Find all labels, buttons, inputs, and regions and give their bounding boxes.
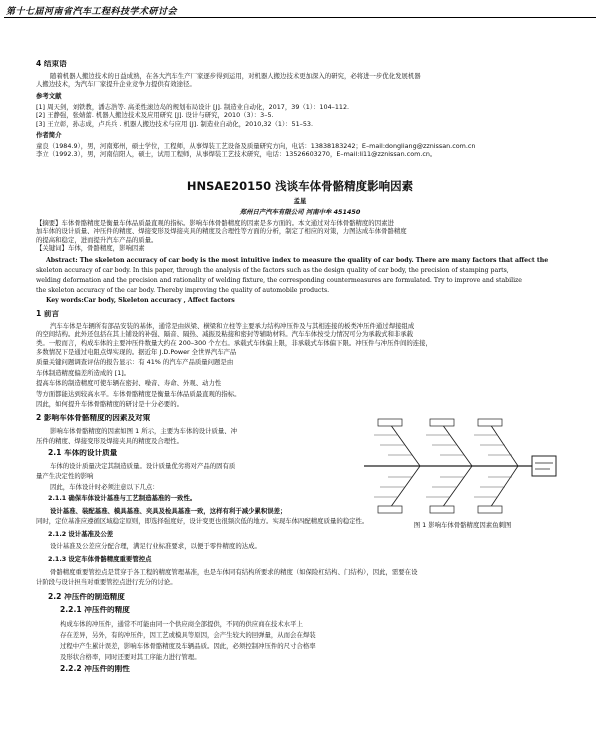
keywords-en: Key words:Car body, Skeleton accuracy , Affect factors bbox=[46, 297, 235, 304]
sec21-body bbox=[36, 461, 356, 492]
paper-author: 孟星 bbox=[293, 197, 307, 205]
fishbone-category-box bbox=[430, 506, 454, 513]
conclusion-line: 人搬边技术，为汽车厂家提升企业竞争力提供有效途径。 bbox=[36, 80, 196, 89]
intro-heading: 1 前言 bbox=[36, 310, 60, 318]
intro-line: 的空间结构。此外还包括在其上铺设的补强、隔音、隔热、减振及粘接和密封等辅助材料。汽车车体按受力情况可分为承载式和非承载 bbox=[36, 330, 414, 339]
header-rule bbox=[4, 17, 596, 18]
fishbone-diagram bbox=[360, 418, 560, 514]
intro-line: 提高车体的制造精度可使车辆在密封、噪音、寿命、外观、动力性 bbox=[36, 379, 222, 388]
conclusion-line: 随着机器人搬边技术的日益成熟，在各大汽车生产厂家逐步得到运用，对机器人搬边技术更加深入的研究，必将进一步优化发展机器 bbox=[50, 72, 421, 80]
author-bio: 李立（1992.3），男，河南信阳人，硕士，试用工程师，从事焊装工艺技术研究，电话：13526603270，E–mail:li11@zznissan.com.cn。 bbox=[36, 150, 437, 159]
fishbone-category-box bbox=[478, 506, 502, 513]
conclusion-body bbox=[36, 72, 576, 89]
sec221-body bbox=[60, 619, 560, 663]
sec213-line: 骨骼精度重要管控点是贯穿于各工程的精度管理基准，也是车体同有结构所要求的精度（如保险杠结构、门结构），因此，需要在设 bbox=[50, 568, 418, 576]
intro-line: 车体制造精度偏差所造成的 [1]。 bbox=[36, 368, 131, 377]
intro-line: 类。一般而言，构成车体的主要冲压件数量大约在 200–300 个左右。承载式车体偏上限，非承载式车体偏下限。冲压件与冲压件间的连接， bbox=[36, 338, 432, 347]
authors-heading: 作者简介 bbox=[36, 131, 62, 139]
sec212-heading: 2.1.2 设计基准及公差 bbox=[48, 530, 114, 538]
fishbone-category-box bbox=[378, 419, 402, 426]
intro-line: 因此，如何提升车体骨骼精度的研讨是十分必要的。 bbox=[36, 400, 183, 409]
figure-caption: 图 1 影响车体骨骼精度因素鱼刺图 bbox=[413, 521, 512, 529]
abstract-en-line: the skeleton accuracy of the car body. Thereby improving the quality of automobile products. bbox=[36, 287, 330, 294]
abstract-en-line: Abstract: The skeleton accuracy of car body is the most intuitive index to measure the quality of car body. There are many factors that affect the bbox=[46, 257, 549, 264]
sec21-heading: 2.1 车体的设计质量 bbox=[48, 449, 118, 457]
sec213-line: 计阶段与设计担当对重要管控点进行充分的讨论。 bbox=[36, 578, 177, 587]
refs-heading: 参考文献 bbox=[36, 92, 62, 100]
authors-body bbox=[36, 142, 576, 159]
sec2-heading: 2 影响车体骨骼精度的因素及对策 bbox=[36, 414, 151, 422]
ref-item: [3] 王立彰，孙志成，卢兵兵 . 机器人搬边技术与应用 [J]. 制造业自动化，2010,32（1）：51–53. bbox=[36, 119, 314, 128]
sec21-line: 因此，车体设计时必须注意以下几点： bbox=[50, 482, 159, 491]
sec212-body bbox=[36, 542, 576, 550]
sec221-line: 过程中产生累计误差，影响车体骨骼精度及车辆品质。因此，必须控制冲压件的尺寸合格率 bbox=[60, 642, 316, 650]
sec213-body bbox=[36, 567, 576, 588]
author-bio: 童良（1984.9），男，河南郑州，硕士学位，工程师，从事焊装工艺设备及质量研究方向，电话：13838183242；E–mail:dongliang@zznissan.com.cn bbox=[36, 142, 476, 150]
fishbone-category-box bbox=[378, 506, 402, 513]
intro-full-lines bbox=[36, 322, 576, 347]
ref-item: [2] 王静强，张婧蕾. 机器人搬边技术及应用研究 [J]. 设计与研究，2010（3）：3–5. bbox=[36, 111, 274, 120]
intro-line: 等方面都能达到较高水平。车体骨骼精度是衡量车体品质最直观的指标。 bbox=[36, 389, 241, 398]
intro-line: 多数情况下是通过电阻点焊实现的。据近年 J.D.Power 全世界汽车产品 bbox=[36, 348, 237, 356]
intro-column bbox=[36, 347, 356, 409]
sec221-line: 存在差异，另外，有的冲压件，因工艺或模具等原因，会产生较大的回弹量，从而会在焊装 bbox=[60, 631, 316, 639]
paper-affiliation: 郑州日产汽车有限公司 河南中牟 451450 bbox=[239, 208, 361, 216]
sec212-line: 设计基准及公差应分配合理，满足行业标准要求，以便于零件精度的达成。 bbox=[50, 542, 261, 550]
abstract-cn-line: 加车体的设计质量、冲压件的精度、焊接变形及焊接夹具的精度及合理性等方面的分析，制定了相应的对策，力图达成车体骨骼精度 bbox=[36, 227, 407, 236]
intro-line: 汽车车体是车辆所有部品安装的基体，通常是由纵梁、横梁和立柱等主要承力结构冲压件及与其相连接的板类冲压件通过焊接组成 bbox=[50, 322, 415, 330]
sec211-line: 设计基准、装配基准、模具基准、夹具及检具基准一致，这样有利于减少累积误差； bbox=[50, 507, 287, 515]
sec2-line: 压件的精度、焊接变形及焊接夹具的精度及合理性。 bbox=[36, 437, 183, 446]
fishbone-head-box bbox=[532, 456, 556, 476]
refs-list bbox=[36, 103, 576, 128]
abstract-en-line: welding deformation and the precision and rationality of welding fixture, the corresponding countermeasures are formulated. Try to improve and stabilize bbox=[36, 277, 522, 284]
paper-title: HNSAE20150 浅谈车体骨骼精度影响因素 bbox=[186, 179, 414, 193]
abstract-en bbox=[36, 256, 576, 306]
abstract-cn-line: 的提高和稳定，进而提升汽车产品的质量。 bbox=[36, 235, 158, 244]
sec221-heading: 2.2.1 冲压件的精度 bbox=[60, 606, 130, 614]
sec21-line: 量产生决定性的影响 bbox=[36, 472, 94, 481]
sec211-heading: 2.1.1 确保车体设计基准与工艺制造基准的一致性。 bbox=[48, 494, 197, 502]
sec222-heading: 2.2.2 冲压件的刚性 bbox=[60, 665, 130, 673]
abstract-cn bbox=[36, 219, 576, 253]
journal-header: 第十七届河南省汽车工程科技学术研讨会 bbox=[6, 7, 178, 17]
sec221-line: 及形状合格率，同时还要对其工序能力进行管理。 bbox=[60, 653, 201, 661]
abstract-cn-line: 【摘要】车体骨骼精度是衡量车体品质最直观的指标。影响车体骨骼精度的因素是多方面的。本文通过对车体骨骼精度的因素进 bbox=[36, 219, 394, 227]
keywords-cn: 【关键词】车体，骨骼精度，影响因素 bbox=[36, 244, 145, 253]
fishbone-category-box bbox=[430, 419, 454, 426]
ref-item: [1] 周天剑，刘铁教，潘志浩等. 高柔性滚边岛的规划布局设计 [J]. 制造业自动化，2017，39（1）：104–112. bbox=[36, 103, 350, 111]
abstract-en-line: skeleton accuracy of car body. In this paper, through the analysis of the factors such as the design quality of car body, the precision of stamping parts, bbox=[36, 267, 509, 274]
conclusion-heading: 4 结束语 bbox=[36, 60, 67, 68]
sec22-heading: 2.2 冲压件的制造精度 bbox=[48, 593, 125, 601]
sec221-line: 构成车体的冲压件，通常不可能由同一个供应商全部提供，不同的供应商在技术水平上 bbox=[60, 620, 303, 628]
sec2-line: 影响车体骨骼精度的因素如图 1 所示，主要为车体的设计质量、冲 bbox=[50, 427, 238, 435]
fishbone-category-box bbox=[478, 419, 502, 426]
sec2-body bbox=[36, 426, 356, 447]
sec21-line: 车体的设计质量决定其制造质量。设计质量优劣将对产品的固有质 bbox=[50, 462, 236, 470]
sec211-line: 同时，定位基准应遵循区域稳定原则，即选择强度好，设计变更也很频次低的地方。实现车体四配精度质量的稳定性。 bbox=[36, 517, 369, 526]
sec213-heading: 2.1.3 设定车体骨骼精度重要管控点 bbox=[48, 555, 152, 563]
intro-line: 质量关键问题调查评估的报告显示：有 41% 的汽车产品质量问题是由 bbox=[36, 358, 234, 367]
